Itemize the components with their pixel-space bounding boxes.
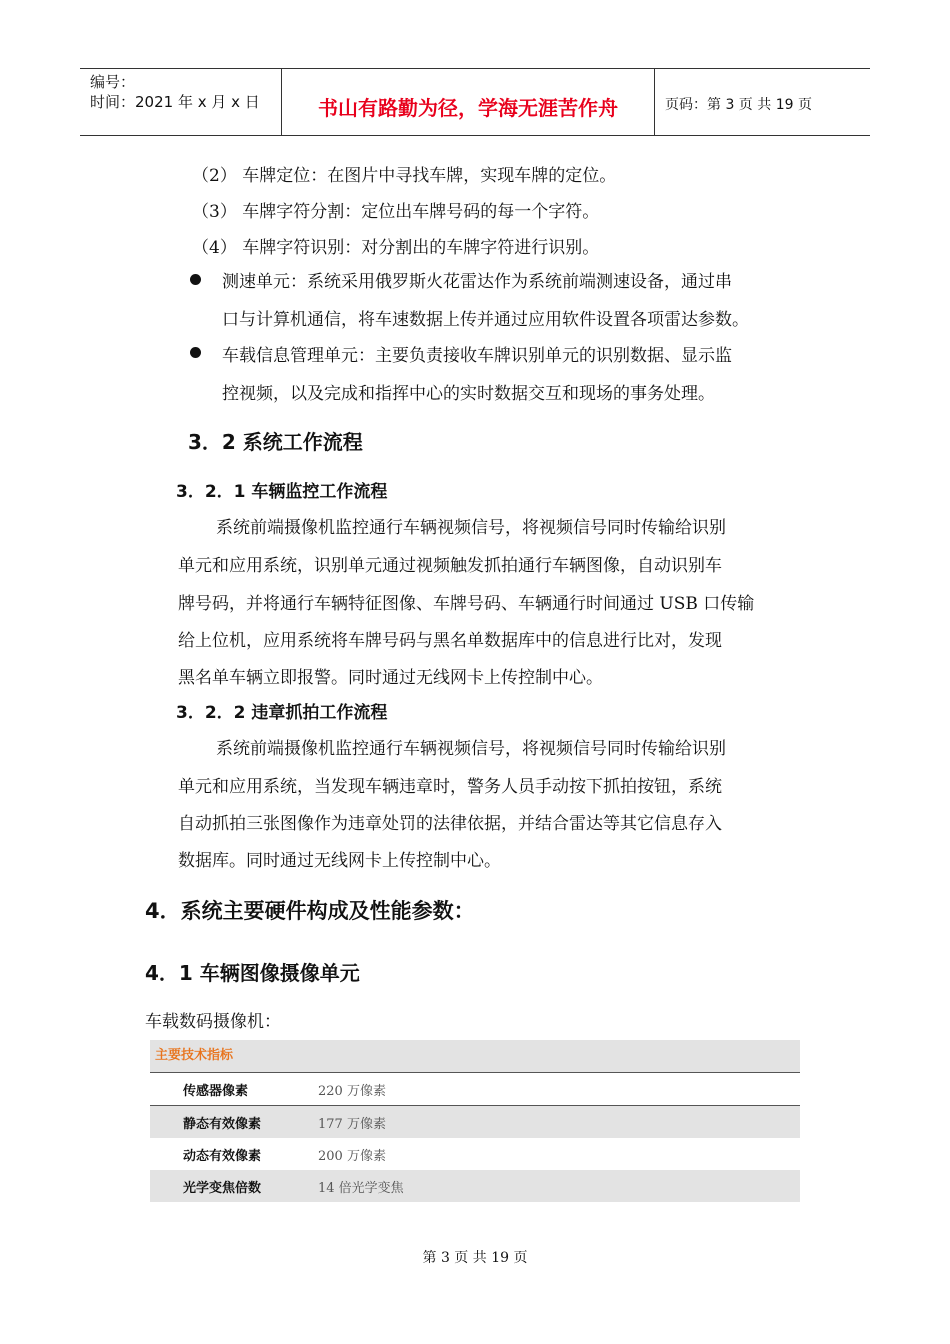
spec-table-heading: 主要技术指标: [150, 1040, 800, 1073]
spec-table: [150, 1040, 800, 1202]
para-3-2-1-line-4: 给上位机，应用系统将车牌号码与黑名单数据库中的信息进行比对，发现: [178, 631, 722, 651]
para-3-2-2-line-3: 自动抓拍三张图像作为违章处罚的法律依据，并结合雷达等其它信息存入: [178, 814, 722, 834]
list-item-char-recognition: （4） 车牌字符识别：对分割出的车牌字符进行识别。: [192, 238, 600, 258]
header-divider-1: [281, 68, 282, 136]
list-item-plate-location: （2） 车牌定位：在图片中寻找车牌，实现车牌的定位。: [192, 166, 617, 186]
header-motto: 书山有路勤为径，学海无涯苦作舟: [318, 96, 618, 120]
bullet-onboard-line-2: 控视频，以及完成和指挥中心的实时数据交互和现场的事务处理。: [222, 384, 715, 404]
bullet-icon: [190, 347, 201, 358]
table-row: [150, 1106, 800, 1138]
section-4-heading: 4．系统主要硬件构成及性能参数：: [145, 899, 475, 923]
para-3-2-2-line-1: 系统前端摄像机监控通行车辆视频信号，将视频信号同时传输给识别: [216, 739, 726, 759]
spec-value: 14 倍光学变焦: [318, 1180, 404, 1196]
table-row: [150, 1170, 800, 1202]
spec-value: 220 万像素: [318, 1083, 386, 1099]
header-divider-2: [654, 68, 655, 136]
para-3-2-2-line-4: 数据库。同时通过无线网卡上传控制中心。: [178, 851, 501, 871]
bullet-speed-line-1: 测速单元：系统采用俄罗斯火花雷达作为系统前端测速设备，通过串: [222, 272, 732, 292]
table-row: [150, 1073, 800, 1106]
header-meta: [90, 72, 260, 112]
bullet-icon: [190, 274, 201, 285]
spec-key: 动态有效像素: [183, 1148, 262, 1164]
para-3-2-2-line-2: 单元和应用系统，当发现车辆违章时，警务人员手动按下抓拍按钮，系统: [178, 777, 722, 797]
section-3-2-2-heading: 3．2．2 违章抓拍工作流程: [176, 703, 388, 723]
spec-key: 光学变焦倍数: [183, 1180, 262, 1196]
header-page-number: 页码：第 3 页 共 19 页: [665, 97, 812, 113]
section-4-1-heading: 4．1 车辆图像摄像单元: [145, 961, 360, 985]
camera-intro-text: 车载数码摄像机：: [145, 1012, 281, 1032]
bullet-onboard-line-1: 车载信息管理单元：主要负责接收车牌识别单元的识别数据、显示监: [222, 346, 732, 366]
table-row: [150, 1138, 800, 1170]
para-3-2-1-line-2: 单元和应用系统，识别单元通过视频触发抓拍通行车辆图像，自动识别车: [178, 556, 722, 576]
header-top-rule: [80, 68, 870, 69]
para-3-2-1-line-1: 系统前端摄像机监控通行车辆视频信号，将视频信号同时传输给识别: [216, 518, 726, 538]
spec-key: 静态有效像素: [183, 1116, 262, 1132]
list-item-char-segmentation: （3） 车牌字符分割：定位出车牌号码的每一个字符。: [192, 202, 600, 222]
section-3-2-heading: 3．2 系统工作流程: [188, 430, 363, 454]
document-date-label: 时间：2021 年 x 月 x 日: [90, 93, 260, 111]
spec-value: 177 万像素: [318, 1116, 386, 1132]
para-3-2-1-line-5: 黑名单车辆立即报警。同时通过无线网卡上传控制中心。: [178, 668, 603, 688]
header-bottom-rule: [80, 135, 870, 136]
bullet-speed-line-2: 口与计算机通信，将车速数据上传并通过应用软件设置各项雷达参数。: [222, 310, 749, 330]
para-3-2-1-line-3: 牌号码，并将通行车辆特征图像、车牌号码、车辆通行时间通过 USB 口传输: [178, 594, 755, 614]
document-number-label: 编号：: [90, 73, 136, 91]
section-3-2-1-heading: 3．2．1 车辆监控工作流程: [176, 482, 388, 502]
page-footer: 第 3 页 共 19 页: [422, 1250, 528, 1266]
spec-key: 传感器像素: [183, 1083, 249, 1099]
spec-value: 200 万像素: [318, 1148, 386, 1164]
